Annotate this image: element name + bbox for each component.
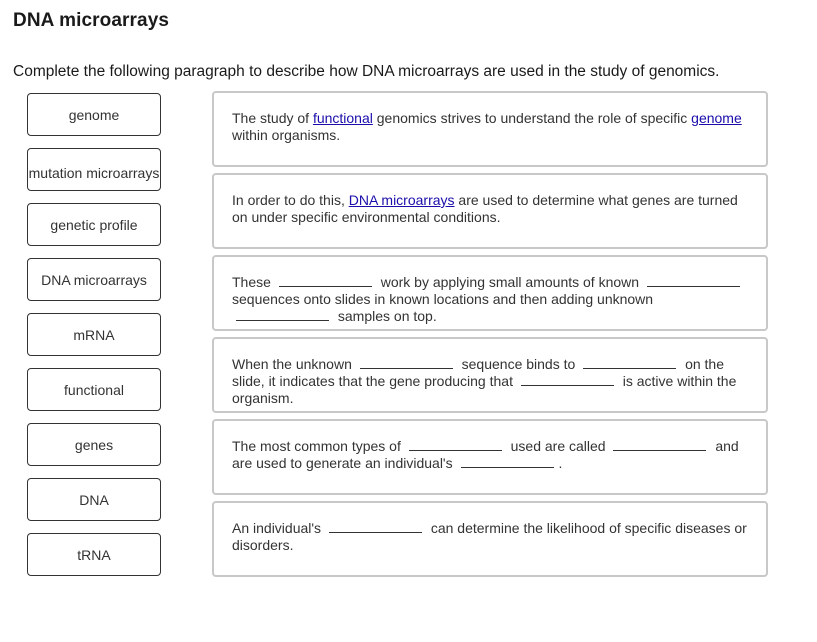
sentence-text: These (232, 274, 271, 290)
sentence-box-5 (212, 419, 768, 495)
word-card-dna-microarrays[interactable]: DNA microarrays (27, 258, 161, 301)
page-title: DNA microarrays (13, 10, 170, 31)
sentence-text: within organisms. (232, 127, 341, 143)
sentence-box-2 (212, 173, 768, 249)
answer-blank[interactable] (236, 308, 329, 321)
answer-blank[interactable] (583, 356, 676, 369)
answer-blank[interactable] (409, 438, 502, 451)
word-card-genes[interactable]: genes (27, 423, 161, 466)
sentence-text: are used to determine what genes are turned on under specific environmental conditions. (232, 192, 738, 225)
sentence-text: sequence binds to (461, 356, 576, 372)
sentence-box-3 (212, 255, 768, 331)
sentence-text: can determine the likelihood of specific diseases or disorders. (232, 520, 747, 553)
sentence-text: When the unknown (232, 356, 352, 372)
sentence-text: is active within the organism. (232, 373, 737, 406)
filled-answer-functional[interactable]: functional (312, 110, 373, 126)
answer-blank[interactable] (360, 356, 453, 369)
word-card-mrna[interactable]: mRNA (27, 313, 161, 356)
sentence-text: on the slide, it indicates that the gene producing that (232, 356, 724, 389)
sentence-text: sequences onto slides in known locations and then adding unknown (232, 291, 654, 307)
word-card-genome[interactable]: genome (27, 93, 161, 136)
sentence-box-4 (212, 337, 768, 413)
word-card-functional[interactable]: functional (27, 368, 161, 411)
filled-answer-genome[interactable]: genome (691, 110, 742, 126)
word-bank (27, 93, 163, 588)
word-card-dna[interactable]: DNA (27, 478, 161, 521)
answer-blank[interactable] (521, 373, 614, 386)
sentence-list (212, 91, 768, 583)
sentence-text: and are used to generate an individual's (232, 438, 739, 471)
filled-answer-dna-microarrays[interactable]: DNA microarrays (348, 192, 455, 208)
answer-blank[interactable] (613, 438, 706, 451)
sentence-text: The most common types of (232, 438, 401, 454)
sentence-text: samples on top. (337, 308, 437, 324)
answer-blank[interactable] (647, 274, 740, 287)
sentence-text: The study of (232, 110, 313, 126)
answer-blank[interactable] (461, 455, 554, 468)
sentence-text: An individual's (232, 520, 322, 536)
sentence-text: In order to do this, (232, 192, 349, 208)
sentence-text: work by applying small amounts of known (380, 274, 640, 290)
word-card-genetic-profile[interactable]: genetic profile (27, 203, 161, 246)
sentence-text: genomics strives to understand the role of specific (372, 110, 692, 126)
word-card-mutation-microarrays[interactable]: mutation microarrays (27, 148, 161, 191)
sentence-text: used are called (510, 438, 606, 454)
answer-blank[interactable] (329, 520, 422, 533)
answer-blank[interactable] (279, 274, 372, 287)
word-card-trna[interactable]: tRNA (27, 533, 161, 576)
sentence-box-1 (212, 91, 768, 167)
sentence-text: . (558, 455, 563, 471)
sentence-box-6 (212, 501, 768, 577)
instructions: Complete the following paragraph to describe how DNA microarrays are used in the study of genomics. (13, 63, 720, 80)
